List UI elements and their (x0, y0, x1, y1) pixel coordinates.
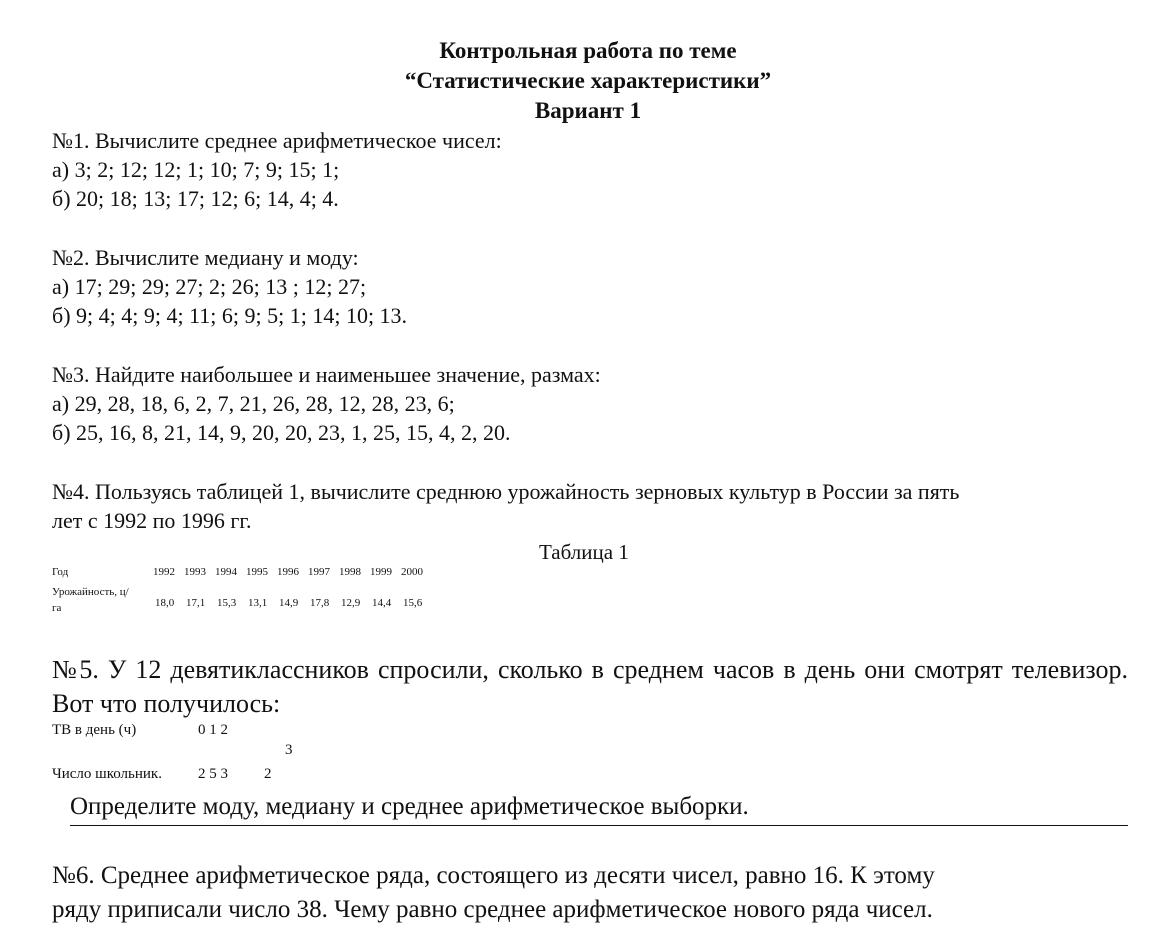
tv-row-label: ТВ в день (ч) (52, 722, 137, 738)
year-cell: 1995 (246, 566, 268, 578)
yield-cell: 17,1 (186, 597, 206, 609)
divider-line (70, 825, 1128, 826)
task4-line2: лет с 1992 по 1996 гг. (52, 508, 252, 533)
task1-a: а) 3; 2; 12; 12; 1; 10; 7; 9; 15; 1; (52, 157, 340, 182)
students-row-values: 2 5 3 (198, 766, 228, 782)
year-cell: 1998 (339, 566, 361, 578)
yield-cell: 14,9 (279, 597, 299, 609)
task1-b: б) 20; 18; 13; 17; 12; 6; 14, 4; 4. (52, 186, 339, 211)
tv-row-extra: 3 (285, 742, 293, 758)
students-row-label: Число школьник. (52, 766, 162, 782)
task5-question: Определите моду, медиану и среднее арифметическое выборки. (70, 793, 749, 820)
students-row-extra: 2 (264, 766, 272, 782)
table-caption: Таблица 1 (539, 540, 629, 564)
task2-a: а) 17; 29; 29; 27; 2; 26; 13 ; 12; 27; (52, 274, 367, 299)
yield-cell: 14,4 (372, 597, 392, 609)
year-cell: 1994 (215, 566, 237, 578)
yield-cell: 12,9 (341, 597, 361, 609)
yield-row-label: Урожайность, ц/ (52, 586, 129, 598)
yield-row-label-unit: га (52, 602, 62, 614)
yield-cell: 17,8 (310, 597, 330, 609)
year-cell: 1997 (308, 566, 330, 578)
task6-line2: ряду приписали число 38. Чему равно среднее арифметическое нового ряда чисел. (52, 896, 933, 923)
document-subtitle: “Статистические характеристики” (404, 68, 772, 93)
task6-line1: №6. Среднее арифметическое ряда, состоящего из десяти чисел, равно 16. К этому (52, 862, 935, 889)
year-cell: 1992 (153, 566, 175, 578)
task6-text (52, 859, 935, 927)
task3-title: №3. Найдите наибольшее и наименьшее значение, размах: (52, 362, 601, 387)
variant-label: Вариант 1 (534, 98, 642, 123)
task3-a: а) 29, 28, 18, 6, 2, 7, 21, 26, 28, 12, 28, 23, 6; (52, 391, 455, 416)
task4-line1: №4. Пользуясь таблицей 1, вычислите среднюю урожайность зерновых культур в России за пять (52, 479, 960, 504)
yield-cell: 13,1 (248, 597, 268, 609)
task5-text: №5. У 12 девятиклассников спросили, сколько в среднем часов в день они смотрят телевизор. Вот что получилось: (52, 655, 1128, 718)
year-cell: 1993 (184, 566, 206, 578)
task1-title: №1. Вычислите среднее арифметическое чисел: (52, 128, 502, 153)
task2-b: б) 9; 4; 4; 9; 4; 11; 6; 9; 5; 1; 14; 10; 13. (52, 303, 408, 328)
document-title: Контрольная работа по теме (439, 38, 737, 63)
year-cell: 1996 (277, 566, 299, 578)
tv-row-values: 0 1 2 (198, 722, 228, 738)
year-cell: 2000 (401, 566, 423, 578)
yield-cell: 18,0 (155, 597, 175, 609)
yield-cell: 15,3 (217, 597, 237, 609)
year-row-label: Год (52, 566, 69, 578)
task3-b: б) 25, 16, 8, 21, 14, 9, 20, 20, 23, 1, 25, 15, 4, 2, 20. (52, 420, 511, 445)
task2-title: №2. Вычислите медиану и моду: (52, 245, 359, 270)
year-cell: 1999 (370, 566, 392, 578)
yield-cell: 15,6 (403, 597, 423, 609)
